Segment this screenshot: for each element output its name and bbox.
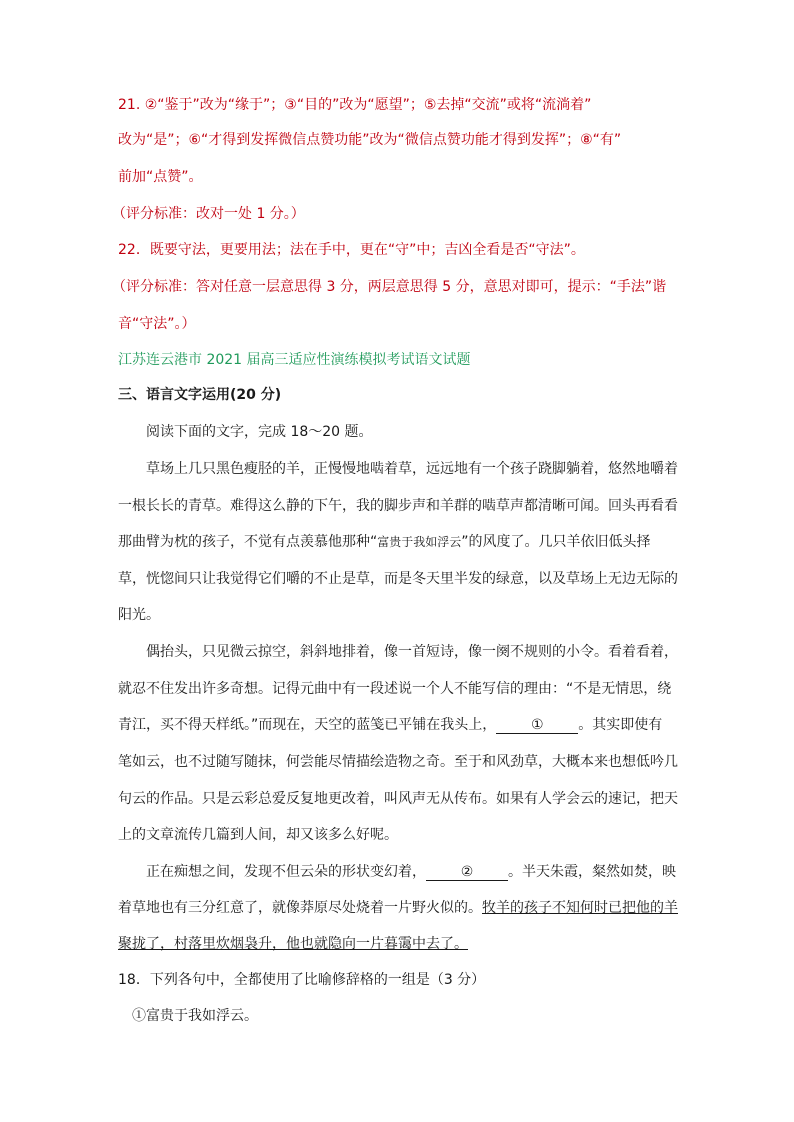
p1-line3-start: 那曲臂为枕的孩子，不觉有点羡慕他那种“ bbox=[118, 534, 378, 550]
answer-22-line-1: 22．既要守法，更要用法；法在手中，更在“守”中；吉凶全看是否“守法”。 bbox=[118, 242, 585, 258]
p3-line2-text: 着草地也有三分红意了，就像莽原尽处烧着一片野火似的。 bbox=[118, 900, 482, 916]
p2-line3-text: 。”而现在，天空的蓝笺已平铺在我头上， bbox=[244, 717, 497, 733]
section-heading: 三、语言文字运用(20 分) bbox=[118, 387, 282, 403]
answer-22-scoring-line-2: 音“守法”。） bbox=[118, 316, 196, 332]
answer-21-scoring: （评分标准：改对一处 1 分。） bbox=[112, 206, 305, 222]
question-18-option-1: ①富贵于我如浮云。 bbox=[132, 1008, 258, 1024]
yuanqu-quote-part1: 不是无情思，绕 bbox=[573, 681, 672, 697]
passage-p3-line-2 bbox=[118, 899, 678, 917]
passage-p1-line-5: 阳光。 bbox=[118, 607, 160, 623]
passage-p3-line-1 bbox=[146, 863, 676, 881]
yuanqu-quote-part2: 青江，买不得天样纸 bbox=[118, 717, 244, 733]
answer-21-line-2: 改为“是”；⑥“才得到发挥微信点赞功能”改为“微信点赞功能才得到发挥”；⑧“有” bbox=[118, 132, 622, 148]
p2-line2-text: 就忍不住发出许多奇想。记得元曲中有一段述说一个人不能写信的理由：“ bbox=[118, 681, 574, 697]
p1-line3-end: ”的风度了。几只羊依旧低头择 bbox=[461, 534, 651, 550]
passage-p2-line-6: 上的文章流传几篇到人间，却又该多么好呢。 bbox=[118, 827, 398, 843]
passage-p2-line-4: 笔如云，也不过随写随抹，何尝能尽情描绘造物之奇。至于和风劲草，大概本来也想低吟几 bbox=[118, 754, 678, 770]
exam-title: 江苏连云港市 2021 届高三适应性演练模拟考试语文试题 bbox=[118, 352, 471, 368]
passage-p1-line-1: 草场上几只黑色瘦胫的羊，正慢慢地啮着草，远远地有一个孩子跷脚躺着，悠然地嚼着 bbox=[146, 461, 678, 477]
answer-21-line-1: 21. ②“鉴于”改为“缘于”；③“目的”改为“愿望”；⑤去掉“交流”或将“流淌着” bbox=[118, 97, 592, 113]
passage-p1-line-2: 一根长长的青草。难得这么静的下午，我的脚步声和羊群的啮草声都清晰可闻。回头再看看 bbox=[118, 498, 678, 514]
quote-fugui: 富贵于我如浮云 bbox=[377, 535, 462, 549]
passage-p2-line-2 bbox=[118, 680, 671, 698]
passage-p1-line-4: 草，恍惚间只让我觉得它们嚼的不止是草，而是冬天里半发的绿意，以及草场上无边无际的 bbox=[118, 571, 678, 587]
passage-p2-line-5: 句云的作品。只是云彩总爱反复地更改着，叫风声无从传布。如果有人学会云的速记，把天 bbox=[118, 791, 678, 807]
p3-line1-end: 。半天朱霞，粲然如焚，映 bbox=[508, 864, 676, 880]
p2-line3-end: 。其实即使有 bbox=[578, 717, 663, 733]
question-18-stem: 18．下列各句中，全都使用了比喻修辞格的一组是（3 分） bbox=[118, 972, 486, 988]
underlined-sentence-part1: 牧羊的孩子不知何时已把他的羊 bbox=[482, 900, 678, 916]
passage-p1-line-3 bbox=[118, 533, 651, 551]
passage-p2-line-1: 偶抬头，只见微云掠空，斜斜地排着，像一首短诗，像一阕不规则的小令。看着看着， bbox=[146, 644, 678, 660]
p3-line1-text: 正在痴想之间，发现不但云朵的形状变幻着， bbox=[146, 864, 426, 880]
blank-2: ② bbox=[426, 864, 508, 881]
passage-intro: 阅读下面的文字，完成 18～20 题。 bbox=[146, 424, 373, 440]
answer-21-line-3: 前加“点赞”。 bbox=[118, 169, 203, 185]
passage-p2-line-3 bbox=[118, 716, 662, 734]
answer-22-scoring-line-1: （评分标准：答对任意一层意思得 3 分，两层意思得 5 分，意思对即可，提示：“手法”谐 bbox=[112, 279, 667, 295]
blank-1: ① bbox=[496, 717, 578, 734]
underlined-sentence-part2: 聚拢了，村落里炊烟袅升，他也就隐向一片暮霭中去了。 bbox=[118, 936, 468, 952]
